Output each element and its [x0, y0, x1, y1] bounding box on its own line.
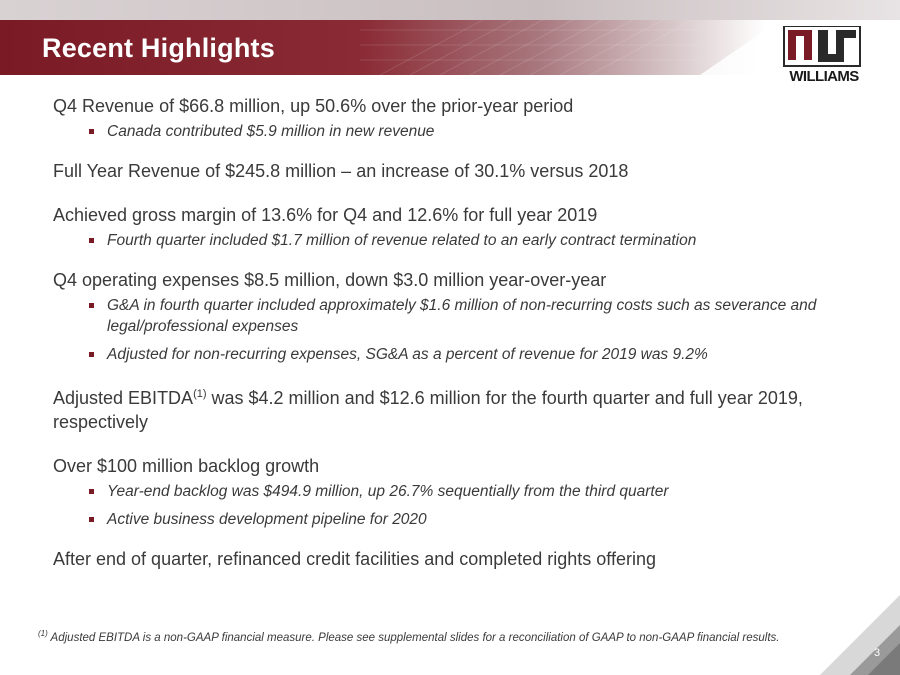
footnote-marker: (1) [38, 629, 48, 638]
header-top-strip [0, 0, 900, 20]
sub-bullet-list [53, 121, 853, 142]
footnote [38, 629, 858, 644]
bullet-gross-margin [53, 203, 853, 251]
sub-bullet: Active business development pipeline for 2020 [53, 509, 853, 530]
sub-bullet: Year-end backlog was $494.9 million, up 26.7% sequentially from the third quarter [53, 481, 853, 502]
logo-wordmark: WILLIAMS [789, 68, 859, 85]
sub-bullet-list [53, 230, 853, 251]
bullet-text [53, 382, 853, 434]
bullet-text: Q4 operating expenses $8.5 million, down $3.0 million year-over-year [53, 270, 607, 290]
bullet-text: Q4 Revenue of $66.8 million, up 50.6% over the prior-year period [53, 96, 574, 116]
sub-bullet: Canada contributed $5.9 million in new revenue [53, 121, 853, 142]
bullet-operating-expenses [53, 268, 853, 365]
page-number: 3 [874, 647, 881, 659]
ebitda-label: Adjusted EBITDA [53, 388, 194, 408]
bullet-text: After end of quarter, refinanced credit facilities and completed rights offering [53, 549, 657, 569]
highlights-list [53, 94, 853, 571]
sub-bullet: G&A in fourth quarter included approximately $1.6 million of non-recurring costs such as severance and legal/professional expenses [53, 295, 853, 337]
bullet-text: Full Year Revenue of $245.8 million – an increase of 30.1% versus 2018 [53, 161, 629, 181]
bullet-adjusted-ebitda [53, 382, 853, 434]
ebitda-detail: was $4.2 million and $12.6 million for the fourth quarter and full year 2019, respectively [53, 388, 803, 432]
slide-title: Recent Highlights [42, 33, 275, 63]
slide-header [0, 0, 900, 75]
bullet-refinanced-credit [53, 547, 853, 571]
corner-decoration [820, 595, 900, 675]
bullet-q4-revenue [53, 94, 853, 142]
sub-bullet-list [53, 295, 853, 365]
bullet-backlog-growth [53, 454, 853, 530]
bullet-full-year-revenue [53, 159, 853, 183]
bullet-text: Achieved gross margin of 13.6% for Q4 and 12.6% for full year 2019 [53, 205, 598, 225]
footnote-text: Adjusted EBITDA is a non-GAAP financial measure. Please see supplemental slides for a reconciliation of GAAP to non-GAAP financial results. [47, 631, 780, 644]
sub-bullet: Adjusted for non-recurring expenses, SG&A as a percent of revenue for 2019 was 9.2% [53, 344, 853, 365]
bullet-text: Over $100 million backlog growth [53, 456, 320, 476]
footnote-ref: (1) [193, 388, 207, 400]
sub-bullet-list [53, 481, 853, 530]
sub-bullet: Fourth quarter included $1.7 million of revenue related to an early contract termination [53, 230, 853, 251]
